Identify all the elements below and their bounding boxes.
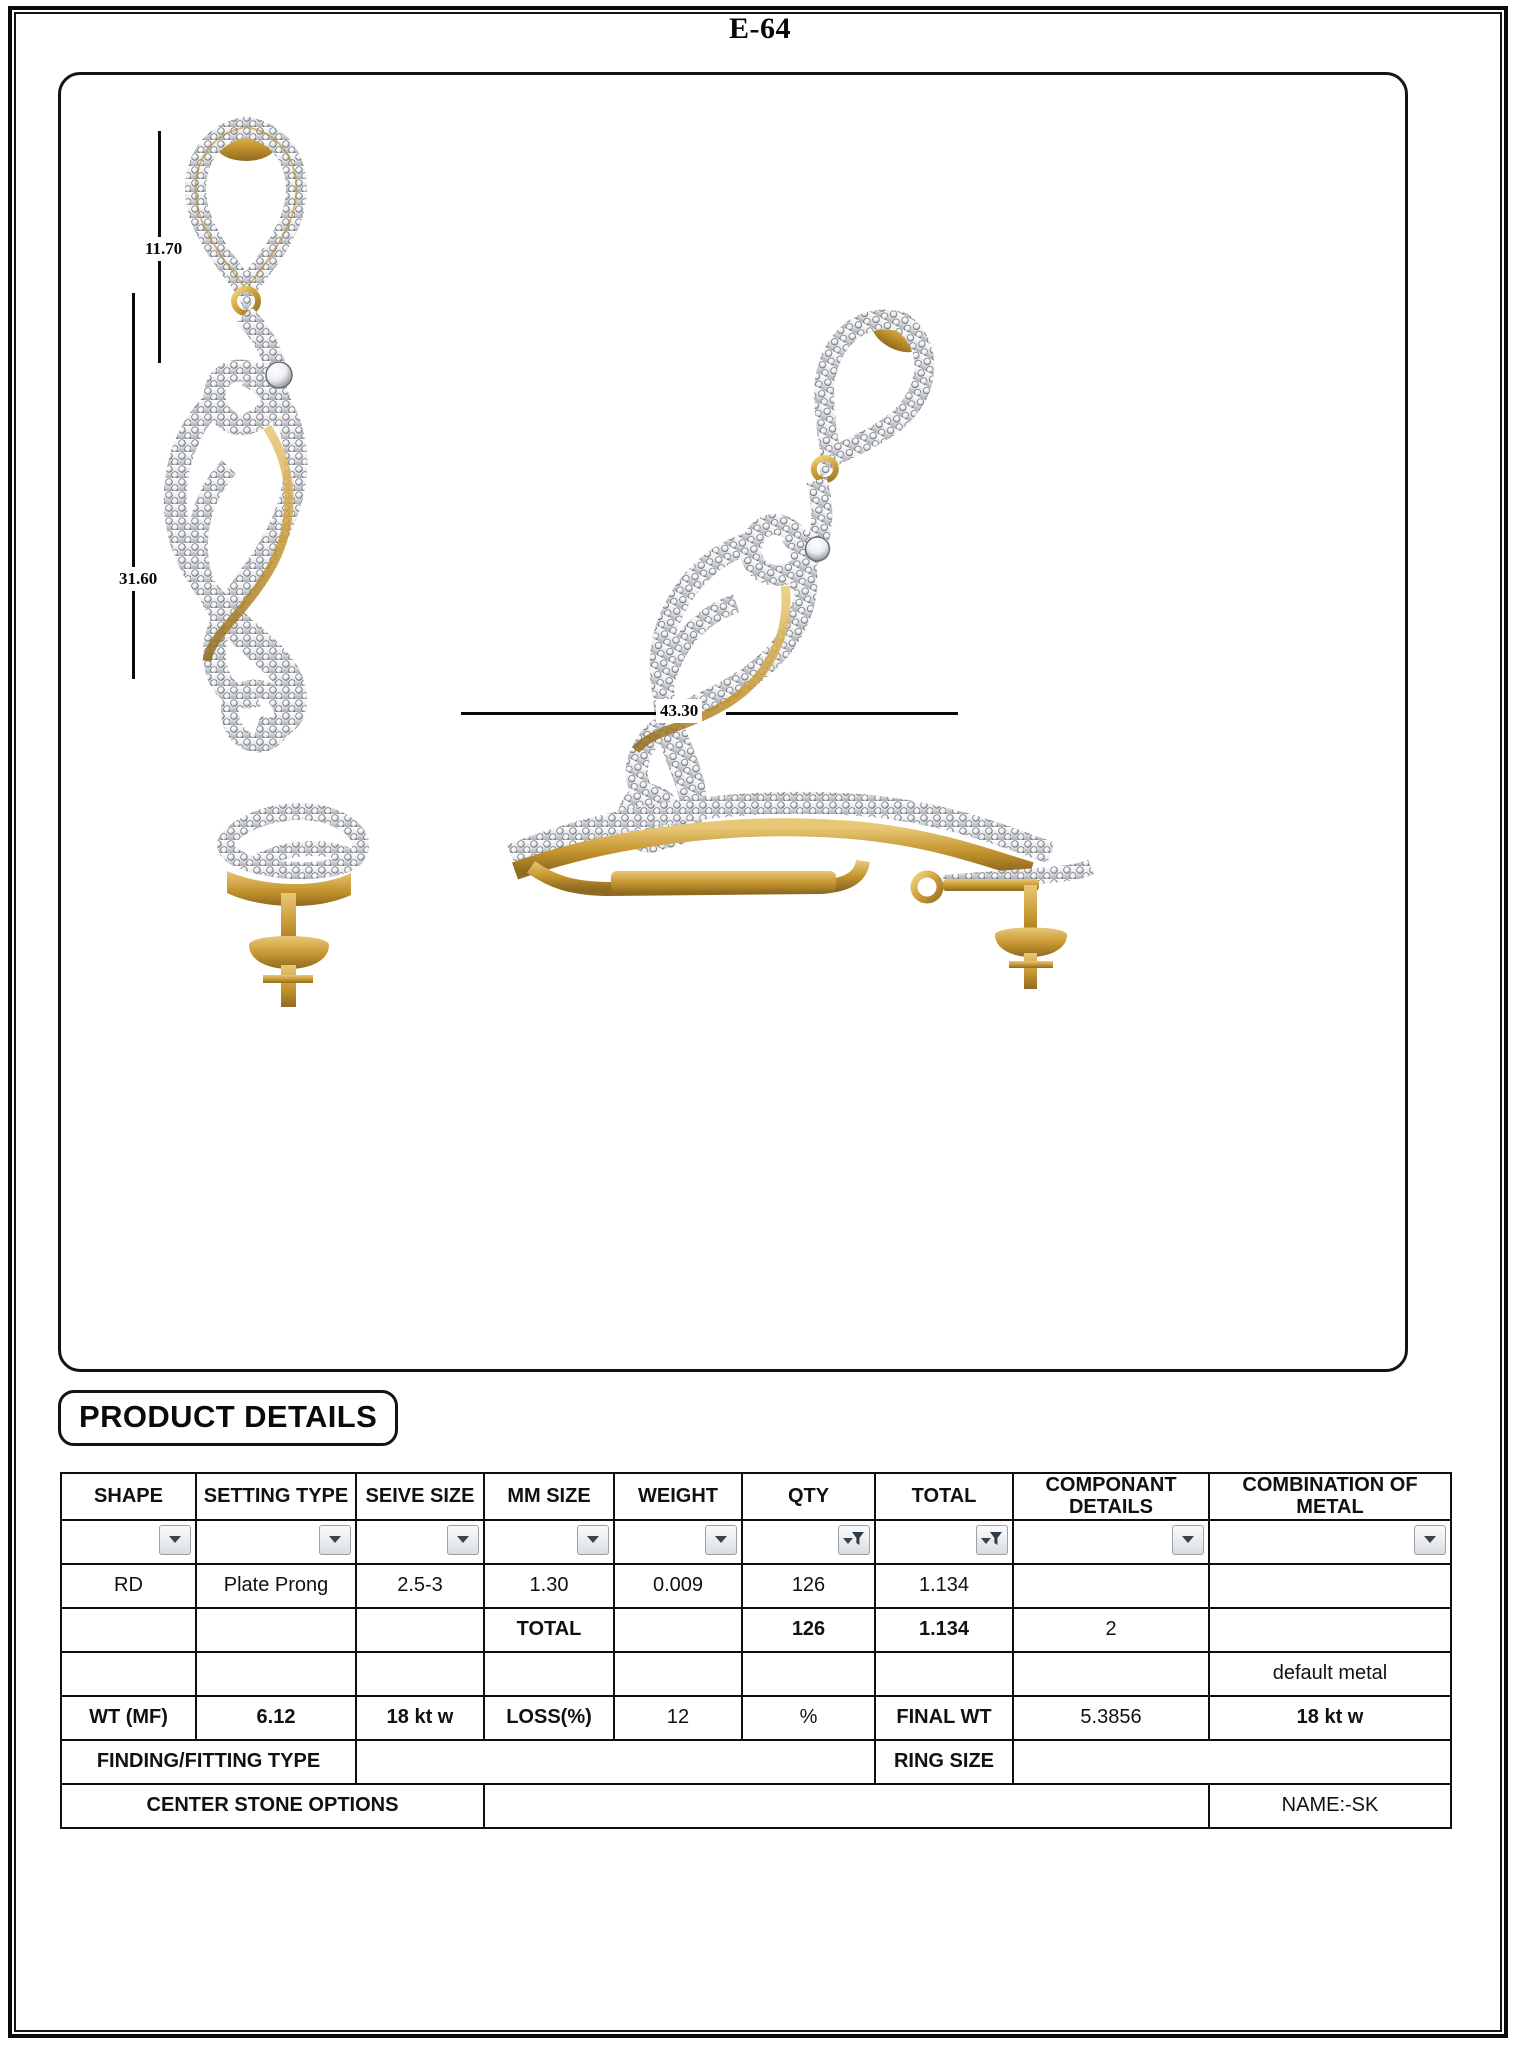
total-label: TOTAL — [484, 1608, 614, 1652]
filter-seive-size-icon[interactable] — [447, 1525, 479, 1555]
finding-fitting-label: FINDING/FITTING TYPE — [61, 1740, 356, 1784]
filter-cell-total[interactable] — [875, 1520, 1013, 1564]
product-details-table — [60, 1472, 1452, 1829]
table-total-row — [61, 1608, 1451, 1652]
total-blank-3 — [356, 1608, 484, 1652]
dm-blank-1 — [61, 1652, 196, 1696]
wt-mf-label: WT (MF) — [61, 1696, 196, 1740]
ring-size-label: RING SIZE — [875, 1740, 1013, 1784]
dm-blank-4 — [484, 1652, 614, 1696]
dm-blank-3 — [356, 1652, 484, 1696]
finding-fitting-value — [356, 1740, 875, 1784]
total-blank-1 — [61, 1608, 196, 1652]
ring-size-value — [1013, 1740, 1451, 1784]
header-mm-size: MM SIZE — [484, 1473, 614, 1520]
filter-shape-icon[interactable] — [159, 1525, 191, 1555]
loss-value: 12 — [614, 1696, 742, 1740]
dm-blank-7 — [875, 1652, 1013, 1696]
dimension-line-43-30-left — [461, 712, 661, 715]
top-down-view — [511, 803, 1091, 989]
dimension-line-31-60 — [132, 293, 135, 679]
dimension-line-43-30-right — [726, 712, 958, 715]
table-center-stone-row — [61, 1784, 1451, 1828]
cell-componant-details — [1013, 1564, 1209, 1608]
table-default-metal-row — [61, 1652, 1451, 1696]
filter-total-active-icon[interactable] — [976, 1525, 1008, 1555]
header-setting-type: SETTING TYPE — [196, 1473, 356, 1520]
filter-cell-componant-details[interactable] — [1013, 1520, 1209, 1564]
final-wt-value: 5.3856 — [1013, 1696, 1209, 1740]
final-wt-label: FINAL WT — [875, 1696, 1013, 1740]
page-title: E-64 — [729, 12, 791, 45]
filter-componant-details-icon[interactable] — [1172, 1525, 1204, 1555]
header-seive-size: SEIVE SIZE — [356, 1473, 484, 1520]
loss-label: LOSS(%) — [484, 1696, 614, 1740]
center-stone-options-value — [484, 1784, 1209, 1828]
header-weight: WEIGHT — [614, 1473, 742, 1520]
filter-cell-qty[interactable] — [742, 1520, 875, 1564]
final-wt-metal: 18 kt w — [1209, 1696, 1451, 1740]
cell-qty: 126 — [742, 1564, 875, 1608]
header-combination-of-metal: COMBINATION OF METAL — [1209, 1473, 1451, 1520]
dm-blank-8 — [1013, 1652, 1209, 1696]
total-combination-of-metal — [1209, 1608, 1451, 1652]
table-finding-row — [61, 1740, 1451, 1784]
dimension-label-11-70: 11.70 — [141, 237, 186, 261]
cell-total: 1.134 — [875, 1564, 1013, 1608]
drawing-canvas — [58, 72, 1408, 1372]
cell-weight: 0.009 — [614, 1564, 742, 1608]
front-view-earring — [175, 127, 296, 743]
name-label: NAME:-SK — [1209, 1784, 1451, 1828]
filter-cell-shape[interactable] — [61, 1520, 196, 1564]
filter-weight-icon[interactable] — [705, 1525, 737, 1555]
filter-cell-seive-size[interactable] — [356, 1520, 484, 1564]
total-qty: 126 — [742, 1608, 875, 1652]
loss-unit: % — [742, 1696, 875, 1740]
filter-qty-active-icon[interactable] — [838, 1525, 870, 1555]
post-back-view — [225, 812, 360, 1007]
cell-seive-size: 2.5-3 — [356, 1564, 484, 1608]
filter-combination-of-metal-icon[interactable] — [1414, 1525, 1446, 1555]
center-stone-options-label: CENTER STONE OPTIONS — [61, 1784, 484, 1828]
filter-mm-size-icon[interactable] — [577, 1525, 609, 1555]
dimension-label-31-60: 31.60 — [115, 567, 161, 591]
table-filter-row — [61, 1520, 1451, 1564]
header-total: TOTAL — [875, 1473, 1013, 1520]
angled-view-earring — [570, 291, 945, 859]
wt-mf-metal: 18 kt w — [356, 1696, 484, 1740]
total-blank-4 — [614, 1608, 742, 1652]
filter-cell-setting-type[interactable] — [196, 1520, 356, 1564]
wt-mf-value: 6.12 — [196, 1696, 356, 1740]
table-row — [61, 1564, 1451, 1608]
table-weight-row — [61, 1696, 1451, 1740]
cell-combination-of-metal — [1209, 1564, 1451, 1608]
default-metal-note: default metal — [1209, 1652, 1451, 1696]
filter-cell-mm-size[interactable] — [484, 1520, 614, 1564]
total-componant-details: 2 — [1013, 1608, 1209, 1652]
product-details-label: PRODUCT DETAILS — [79, 1399, 378, 1434]
dimension-label-43-30: 43.30 — [656, 699, 702, 723]
table-header-row — [61, 1473, 1451, 1520]
dm-blank-2 — [196, 1652, 356, 1696]
product-details-tag — [58, 1390, 398, 1446]
product-details-table-wrap — [60, 1472, 1450, 1829]
cell-setting-type: Plate Prong — [196, 1564, 356, 1608]
filter-setting-type-icon[interactable] — [319, 1525, 351, 1555]
total-blank-2 — [196, 1608, 356, 1652]
filter-cell-combination-of-metal[interactable] — [1209, 1520, 1451, 1564]
dm-blank-6 — [742, 1652, 875, 1696]
header-qty: QTY — [742, 1473, 875, 1520]
filter-cell-weight[interactable] — [614, 1520, 742, 1564]
dm-blank-5 — [614, 1652, 742, 1696]
jewellery-render-svg — [61, 75, 1405, 1369]
cell-shape: RD — [61, 1564, 196, 1608]
cell-mm-size: 1.30 — [484, 1564, 614, 1608]
header-shape: SHAPE — [61, 1473, 196, 1520]
header-componant-details: COMPONANT DETAILS — [1013, 1473, 1209, 1520]
total-total: 1.134 — [875, 1608, 1013, 1652]
